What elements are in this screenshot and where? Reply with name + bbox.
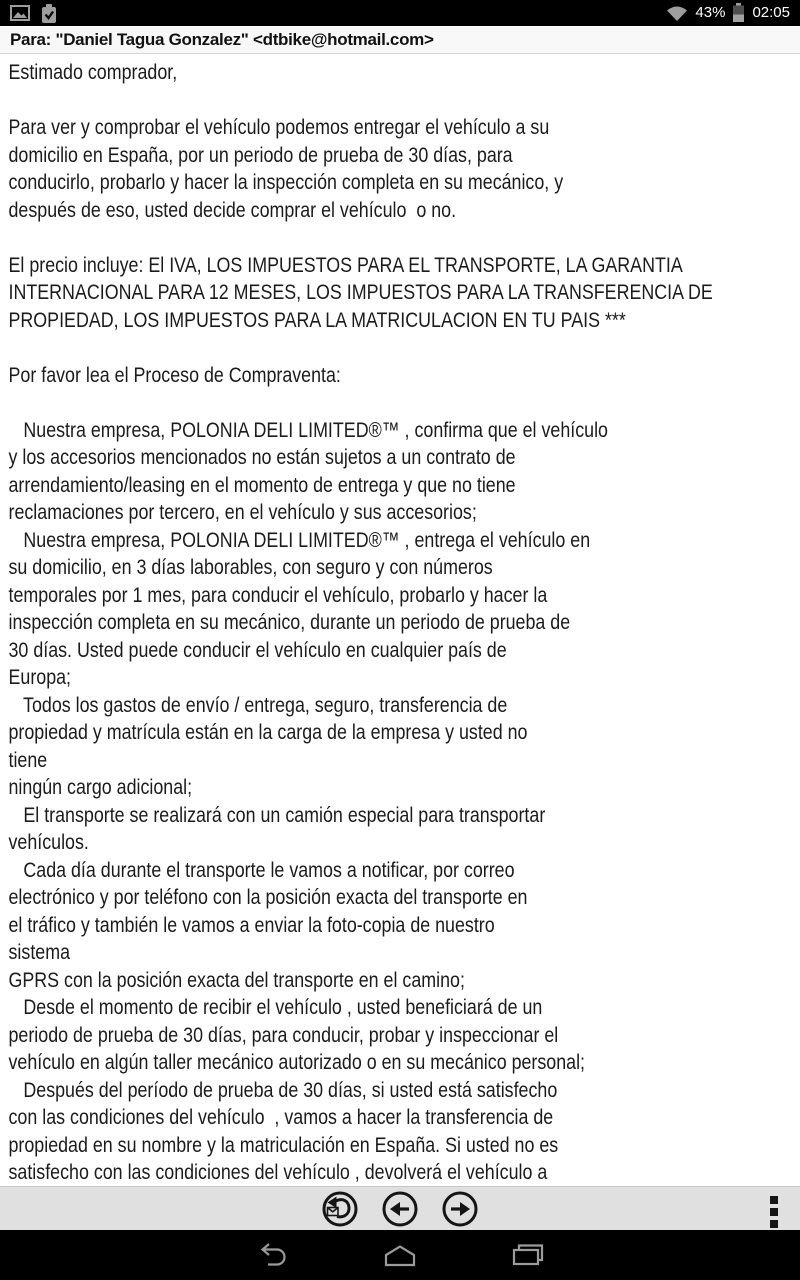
android-nav-bar xyxy=(0,1230,800,1280)
email-body-line xyxy=(9,87,800,115)
email-body-line: electrónico y por teléfono con la posición exacta del transporte en xyxy=(8,886,528,909)
email-body-line: Europa; xyxy=(8,666,72,689)
email-body-line: El precio incluye: El IVA, LOS IMPUESTOS PARA EL TRANSPORTE, LA GARANTIA xyxy=(8,253,683,277)
email-body-line: temporales por 1 mes, para conducir el vehículo, probarlo y hacer la xyxy=(8,583,548,607)
email-body-line xyxy=(9,334,800,362)
email-body-line: propiedad en su nombre y la matriculación en España. Si usted no es xyxy=(8,1133,559,1157)
email-body-line: El transporte se realizará con un camión especial para transportar xyxy=(8,803,546,827)
kebab-dot xyxy=(770,1208,778,1216)
battery-icon xyxy=(732,3,745,23)
email-body-line: 30 días. Usted puede conducir el vehículo en cualquier país de xyxy=(8,638,507,662)
email-body-line: satisfecho con las condiciones del vehículo , devolverá el vehículo a xyxy=(8,1161,548,1184)
recipient-header xyxy=(0,26,800,54)
email-body-line: periodo de prueba de 30 días, para conducir, probar y inspeccionar el xyxy=(8,1023,559,1047)
arrow-left-circle-icon xyxy=(381,1190,419,1228)
email-body-line: y los accesorios mencionados no están sujetos a un contrato de xyxy=(8,446,516,469)
email-body-line: después de eso, usted decide comprar el vehículo o no. xyxy=(8,198,457,222)
recents-icon xyxy=(510,1242,546,1268)
email-body-line: Estimado comprador, xyxy=(8,61,178,84)
email-body-line: PROPIEDAD, LOS IMPUESTOS PARA LA MATRICULACION EN TU PAIS *** xyxy=(8,308,626,332)
email-body-line: Después del período de prueba de 30 días, si usted está satisfecho xyxy=(8,1078,558,1102)
kebab-menu-icon xyxy=(770,1196,778,1204)
email-body-line: inspección completa en su mecánico, durante un periodo de prueba de xyxy=(8,611,571,634)
email-body-line: propiedad y matrícula están en la carga de la empresa y usted no xyxy=(8,721,528,744)
email-body-line: Para ver y comprobar el vehículo podemos entregar el vehículo a su xyxy=(8,116,550,139)
toolbar-buttons xyxy=(0,1187,800,1231)
email-body xyxy=(0,55,800,1186)
status-bar-notifications xyxy=(10,3,58,24)
kebab-dot xyxy=(770,1220,778,1228)
email-body-line: GPRS con la posición exacta del transporte en el camino; xyxy=(8,968,465,992)
email-body-line: su domicilio, en 3 días laborables, con seguro y con números xyxy=(8,556,493,579)
battery-percent: 43% xyxy=(695,4,726,21)
back-button[interactable] xyxy=(242,1230,302,1280)
email-body-line: arrendamiento/leasing en el momento de entrega y que no tiene xyxy=(8,473,516,497)
recipient-line: Para: "Daniel Tagua Gonzalez" <dtbike@hotmail.com> xyxy=(10,30,434,49)
email-body-line: reclamaciones por tercero, en el vehículo y sus accesorios; xyxy=(8,501,477,524)
email-body-line: domicilio en España, por un periodo de prueba de 30 días, para xyxy=(8,143,513,167)
email-body-line: sistema xyxy=(8,941,71,964)
overflow-menu-button[interactable] xyxy=(770,1196,778,1228)
back-icon xyxy=(254,1241,290,1269)
email-body-line: Cada día durante el transporte le vamos a notificar, por correo xyxy=(8,858,515,882)
email-body-line: Todos los gastos de envío / entrega, seguro, transferencia de xyxy=(8,693,508,717)
email-body-line: tiene xyxy=(8,748,48,772)
arrow-right-circle-icon xyxy=(441,1190,479,1228)
previous-email-button[interactable] xyxy=(381,1190,419,1228)
email-toolbar xyxy=(0,1186,800,1230)
home-icon xyxy=(382,1243,418,1267)
wifi-icon xyxy=(666,5,688,21)
email-body-line: Nuestra empresa, POLONIA DELI LIMITED®™ , confirma que el vehículo xyxy=(8,418,608,442)
email-body-line: con las condiciones del vehículo , vamos a hacer la transferencia de xyxy=(8,1106,554,1129)
status-bar xyxy=(0,0,800,26)
home-button[interactable] xyxy=(370,1230,430,1280)
email-body-line: INTERNACIONAL PARA 12 MESES, LOS IMPUESTOS PARA LA TRANSFERENCIA DE xyxy=(8,281,713,304)
email-body-line xyxy=(9,389,800,417)
email-body-line: Nuestra empresa, POLONIA DELI LIMITED®™ , entrega el vehículo en xyxy=(8,528,591,552)
email-body-lines xyxy=(0,55,800,1186)
email-body-line xyxy=(9,224,800,252)
reply-button[interactable] xyxy=(321,1190,359,1228)
reply-mail-icon xyxy=(321,1190,359,1228)
email-body-line: ningún cargo adicional; xyxy=(8,776,193,799)
email-body-line: el tráfico y también le vamos a enviar la foto-copia de nuestro xyxy=(8,913,495,937)
recents-button[interactable] xyxy=(498,1230,558,1280)
screenshot-icon xyxy=(10,5,30,21)
next-email-button[interactable] xyxy=(441,1190,479,1228)
clock: 02:05 xyxy=(752,4,790,21)
email-body-line: vehículo en algún taller mecánico autorizado o en su mecánico personal; xyxy=(8,1051,586,1074)
email-body-line: Desde el momento de recibir el vehículo , usted beneficiará de un xyxy=(8,996,543,1019)
clipboard-check-icon xyxy=(40,3,58,24)
email-body-line: vehículos. xyxy=(8,831,89,854)
status-bar-indicators xyxy=(666,0,790,26)
email-body-line: Por favor lea el Proceso de Compraventa: xyxy=(8,363,341,387)
email-body-line: conducirlo, probarlo y hacer la inspección completa en su mecánico, y xyxy=(8,171,564,194)
